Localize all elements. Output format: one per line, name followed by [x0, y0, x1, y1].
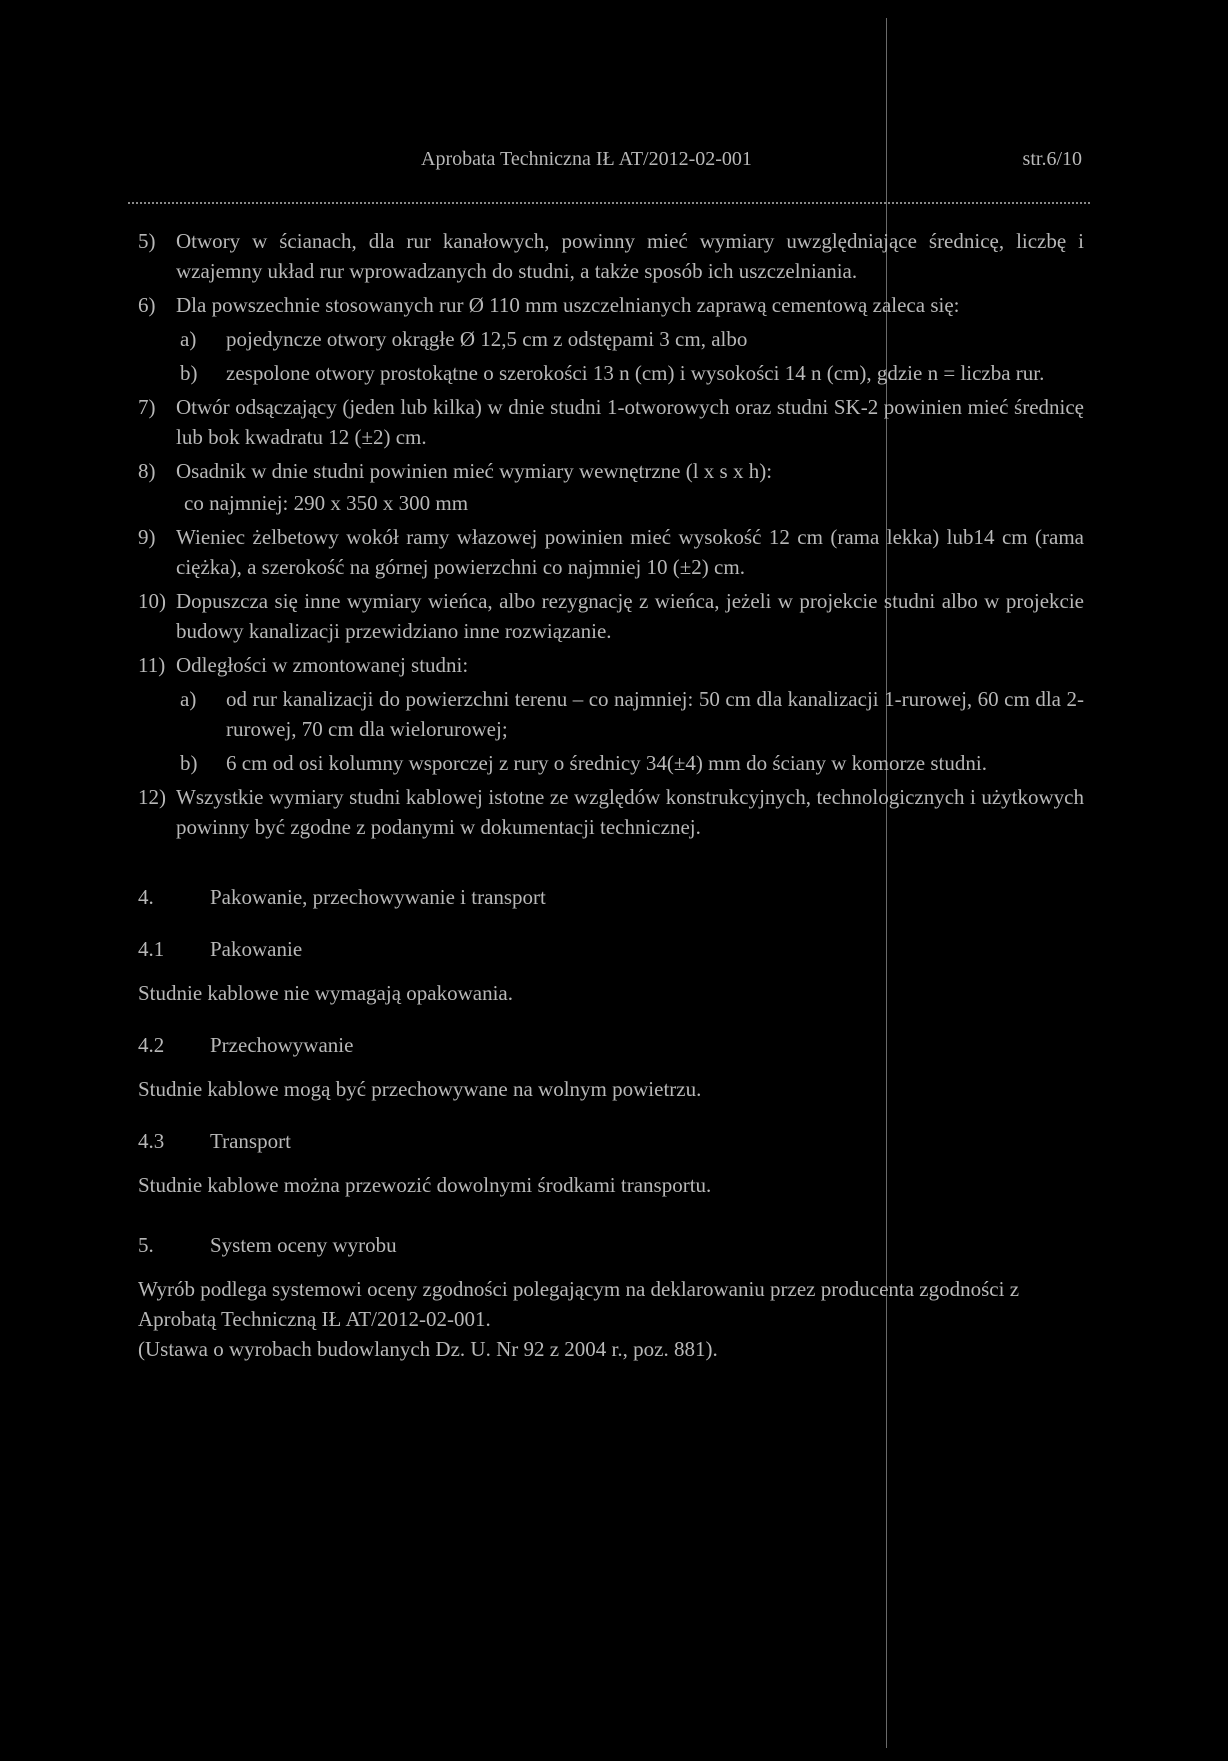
page-header — [138, 148, 1082, 178]
subsection-number: 4.1 — [138, 937, 165, 961]
item-number: 9) — [138, 525, 156, 549]
sub-item — [176, 358, 1084, 388]
list-item — [138, 456, 1084, 518]
list-item — [138, 392, 1084, 452]
section-number: 4. — [138, 885, 154, 909]
subsection-title: Transport — [210, 1129, 291, 1153]
list-item — [138, 522, 1084, 582]
list-item — [138, 650, 1084, 778]
item-extra-text: co najmniej: 290 x 350 x 300 mm — [184, 491, 469, 515]
document-body — [138, 226, 1084, 1364]
item-text: Odległości w zmontowanej studni: — [176, 653, 469, 677]
sub-item-text: 6 cm od osi kolumny wsporczej z rury o średnicy 34(±4) mm do ściany w komorze studni. — [226, 751, 987, 775]
subsection-heading — [138, 934, 1084, 964]
subsection-number: 4.3 — [138, 1129, 165, 1153]
item-text: Dla powszechnie stosowanych rur Ø 110 mm uszczelnianych zaprawą cementową zaleca się: — [176, 293, 960, 317]
sub-item-label: b) — [180, 361, 198, 385]
sub-item-text: pojedyncze otwory okrągłe Ø 12,5 cm z odstępami 3 cm, albo — [226, 327, 748, 351]
item-text: Wieniec żelbetowy wokół ramy właz​owej powinien mieć wysokość 12 cm (rama lekka) lub14 cm (rama ciężka), a szerokość na górnej powierzchni co najmniej 10 (±2) cm. — [176, 525, 1084, 579]
page-number: str.6/10 — [1022, 148, 1082, 170]
section-title: System oceny wyrobu — [210, 1233, 397, 1257]
sub-item — [176, 684, 1084, 744]
item-text: Wszystkie wymiary studni kablowej istotne ze względów konstrukcyjnych, technologicznych i użytkowych powinny być zgodne z podanymi w dokumentacji technicznej. — [176, 785, 1084, 839]
section-heading — [138, 882, 1084, 912]
sub-item-text: od rur kanalizacji do powierzchni terenu – co najmniej: 50 cm dla kanalizacji 1-rurowej, 60 cm dla 2-rurowej, 70 cm dla wielorurowej; — [226, 687, 1084, 741]
paragraph: Studnie kablowe można przewozić dowolnymi środkami transportu. — [138, 1173, 712, 1197]
item-number: 11) — [138, 653, 166, 677]
sub-item — [176, 748, 1084, 778]
item-text: Dopuszcza się inne wymiary wieńca, albo rezygnację z wieńca, jeżeli w projekcie studni albo w projekcie budowy kanalizacji przewidziano inne rozwiązanie. — [176, 589, 1084, 643]
paragraph: (Ustawa o wyrobach budowlanych Dz. U. Nr 92 z 2004 r., poz. 881). — [138, 1337, 718, 1361]
item-number: 8) — [138, 459, 156, 483]
list-item — [138, 782, 1084, 842]
item-number: 5) — [138, 229, 156, 253]
item-number: 10) — [138, 589, 166, 613]
item-text: Otwór odsączający (jeden lub kilka) w dnie studni 1-otworowych oraz studni SK-2 powinien mieć średnicę lub bok kwadratu 12 (±2) cm. — [176, 395, 1084, 449]
subsection-title: Przechowywanie — [210, 1033, 354, 1057]
section-title: Pakowanie, przechowywanie i transport — [210, 885, 546, 909]
section-heading — [138, 1230, 1084, 1260]
sub-item-text: zespolone otwory prostokątne o szerokości 13 n (cm) i wysokości 14 n (cm), gdzie n = liczba rur. — [226, 361, 1045, 385]
item-text: Otwory w ścianach, dla rur kanałowych, powinny mieć wymiary uwzględniające średnicę, liczbę i wzajemny układ rur wprowadzanych do studni, a także sposób ich uszczelniania. — [176, 229, 1084, 283]
sub-item-label: a) — [180, 687, 197, 711]
list-item — [138, 290, 1084, 388]
item-number: 6) — [138, 293, 156, 317]
sub-item-label: b) — [180, 751, 198, 775]
paragraph: Studnie kablowe mogą być przechowywane na wolnym powietrzu. — [138, 1077, 702, 1101]
paragraph: Studnie kablowe nie wymagają opakowania. — [138, 981, 513, 1005]
list-item — [138, 226, 1084, 286]
paragraph: Wyrób podlega systemowi oceny zgodności polegającym na deklarowaniu przez producenta zgodności z Aprobatą Techniczną IŁ AT/2012-02-001. — [138, 1277, 1020, 1331]
header-divider — [128, 202, 1090, 204]
subsection-heading — [138, 1030, 1084, 1060]
subsection-title: Pakowanie — [210, 937, 303, 961]
item-number: 7) — [138, 395, 156, 419]
item-text: Osadnik w dnie studni powinien mieć wymiary wewnętrzne (l x s x h): — [176, 459, 773, 483]
list-item — [138, 586, 1084, 646]
item-number: 12) — [138, 785, 166, 809]
section-number: 5. — [138, 1233, 154, 1257]
subsection-number: 4.2 — [138, 1033, 165, 1057]
header-title: Aprobata Techniczna IŁ AT/2012-02-001 — [421, 148, 752, 170]
sub-item-label: a) — [180, 327, 197, 351]
subsection-heading — [138, 1126, 1084, 1156]
sub-item — [176, 324, 1084, 354]
